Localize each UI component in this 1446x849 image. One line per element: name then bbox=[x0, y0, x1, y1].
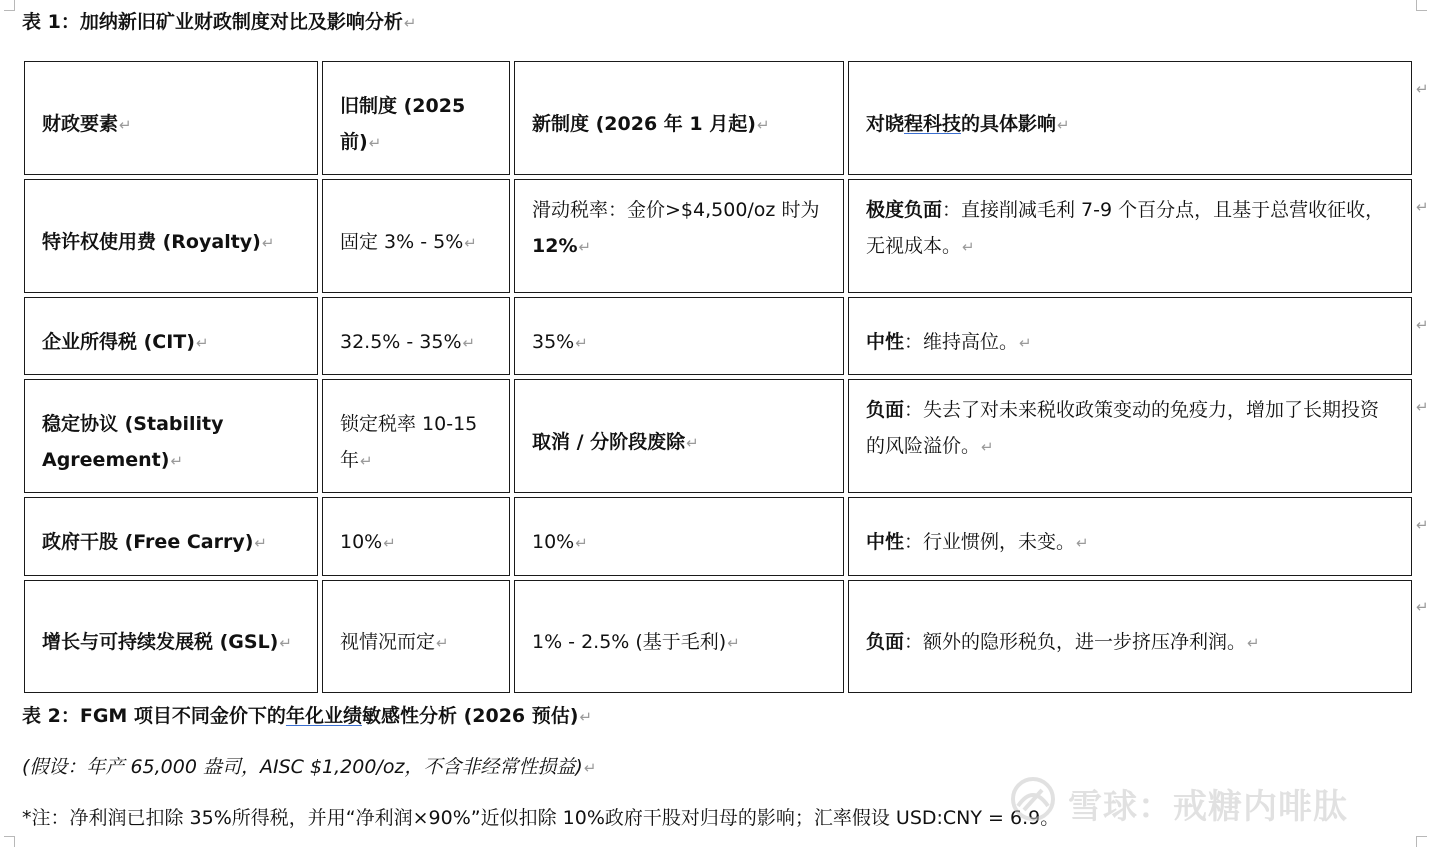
header-cell-old: 旧制度 (2025 前)↵ bbox=[322, 61, 510, 175]
crop-mark-bottom-right bbox=[1416, 836, 1427, 847]
table-cell-new: 1% - 2.5% (基于毛利)↵ bbox=[514, 580, 844, 693]
footnote-text: *注：净利润已扣除 35%所得税，并用“净利润×90%”近似扣除 10%政府干股对归母的影响；汇率假设 USD:CNY = 6.9。 bbox=[22, 807, 1060, 829]
row-end-mark: ↵ bbox=[1416, 80, 1429, 98]
table-cell-element: 特许权使用费 (Royalty)↵ bbox=[24, 179, 318, 293]
table-cell-old: 视情况而定↵ bbox=[322, 580, 510, 693]
table-cell-element: 政府干股 (Free Carry)↵ bbox=[24, 497, 318, 576]
table-cell-old: 锁定税率 10-15 年↵ bbox=[322, 379, 510, 493]
table-cell-impact: 中性：行业惯例，未变。↵ bbox=[848, 497, 1412, 576]
table-cell-old: 32.5% - 35%↵ bbox=[322, 297, 510, 375]
table-cell-impact: 中性：维持高位。↵ bbox=[848, 297, 1412, 375]
row-end-mark: ↵ bbox=[1416, 316, 1429, 334]
crop-mark-top-left bbox=[4, 0, 15, 11]
table-cell-element: 企业所得税 (CIT)↵ bbox=[24, 297, 318, 375]
table2-caption: 表 2：FGM 项目不同金价下的年化业绩敏感性分析 (2026 预估)↵ bbox=[22, 705, 593, 727]
table1-caption: 表 1：加纳新旧矿业财政制度对比及影响分析↵ bbox=[22, 11, 417, 33]
table-cell-old: 10%↵ bbox=[322, 497, 510, 576]
crop-mark-top-right bbox=[1416, 0, 1427, 11]
header-cell-new: 新制度 (2026 年 1 月起)↵ bbox=[514, 61, 844, 175]
table-cell-impact: 极度负面：直接削减毛利 7-9 个百分点，且基于总营收征收，无视成本。↵ bbox=[848, 179, 1412, 293]
row-end-mark: ↵ bbox=[1416, 398, 1429, 416]
row-end-mark: ↵ bbox=[1416, 516, 1429, 534]
table-cell-impact: 负面：额外的隐形税负，进一步挤压净利润。↵ bbox=[848, 580, 1412, 693]
table-cell-new: 滑动税率：金价>$4,500/oz 时为 12%↵ bbox=[514, 179, 844, 293]
table-cell-impact: 负面：失去了对未来税收政策变动的免疫力，增加了长期投资的风险溢价。↵ bbox=[848, 379, 1412, 493]
snowball-logo-icon bbox=[1008, 776, 1058, 831]
table-cell-new: 取消 / 分阶段废除↵ bbox=[514, 379, 844, 493]
table-cell-element: 稳定协议 (Stability Agreement)↵ bbox=[24, 379, 318, 493]
assumption-text: (假设：年产 65,000 盎司，AISC $1,200/oz，不含非经常性损益)↵ bbox=[22, 756, 597, 778]
table-cell-new: 35%↵ bbox=[514, 297, 844, 375]
header-cell-impact: 对晓程科技的具体影响↵ bbox=[848, 61, 1412, 175]
row-end-mark: ↵ bbox=[1416, 598, 1429, 616]
row-end-mark: ↵ bbox=[1416, 198, 1429, 216]
crop-mark-bottom-left bbox=[4, 836, 15, 847]
header-cell-element: 财政要素↵ bbox=[24, 61, 318, 175]
table-cell-element: 增长与可持续发展税 (GSL)↵ bbox=[24, 580, 318, 693]
watermark: 雪球：戒糖内啡肽 bbox=[1008, 776, 1348, 831]
table-cell-new: 10%↵ bbox=[514, 497, 844, 576]
table-cell-old: 固定 3% - 5%↵ bbox=[322, 179, 510, 293]
